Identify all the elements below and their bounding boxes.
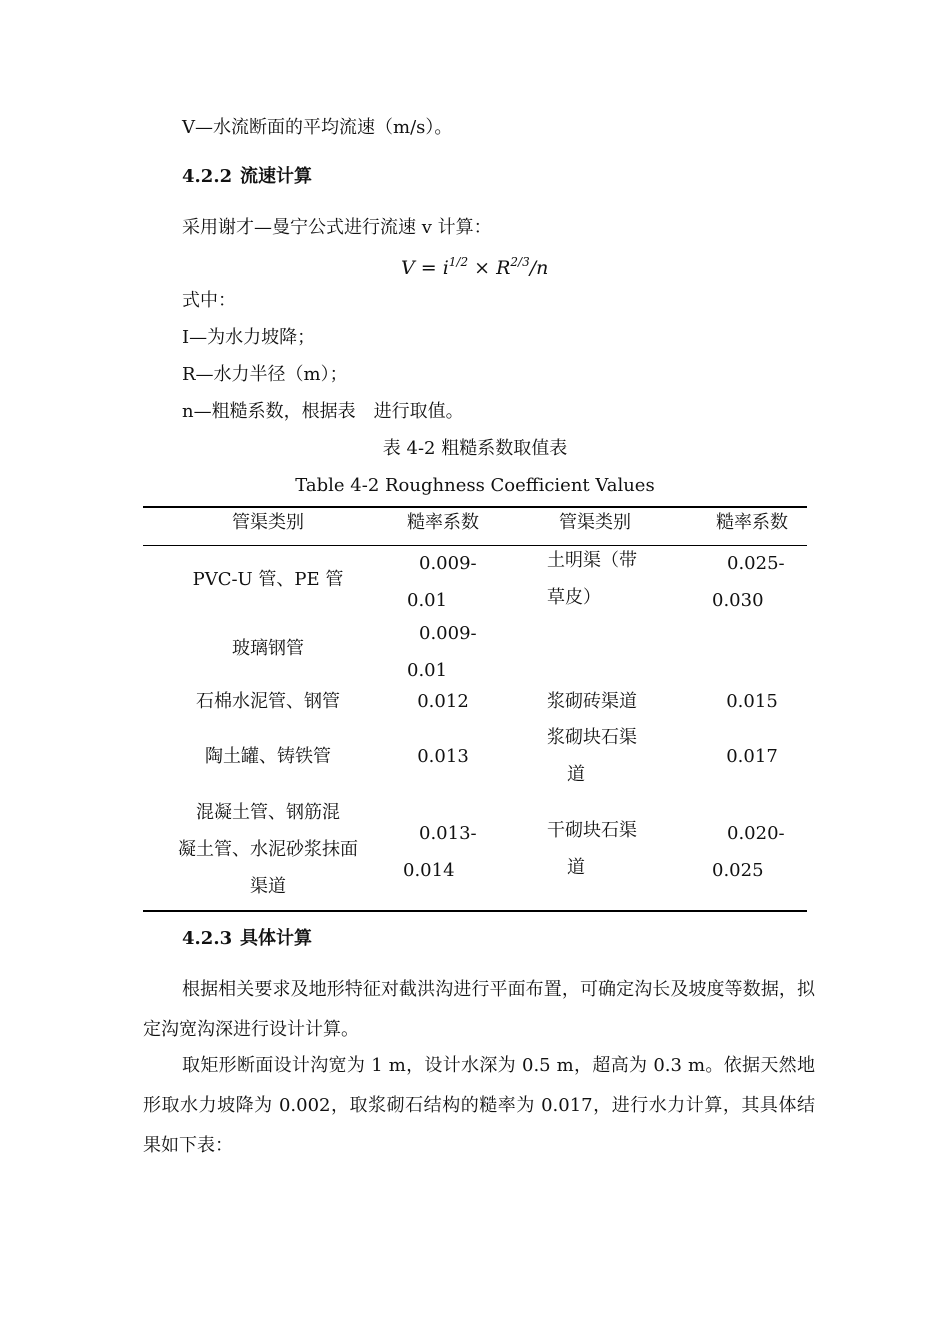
section-422-title: 流速计算 — [240, 166, 312, 187]
paragraph-layout: 根据相关要求及地形特征对截洪沟进行平面布置，可确定沟长及坡度等数据，拟定沟宽沟深进行设计计算。 — [143, 979, 815, 1040]
table-row-4-coef-1: 0.013 — [417, 746, 469, 767]
v-definition: V—水流断面的平均流速（m/s）。 — [182, 117, 453, 138]
table-caption-cn: 表 4-2 粗糙系数取值表 — [382, 438, 568, 459]
table-header-category-1: 管渠类别 — [232, 512, 304, 533]
table-row-1-category-1: PVC-U 管、PE 管 — [192, 569, 344, 590]
def-n: n—粗糙系数，根据表 进行取值。 — [182, 401, 464, 422]
table-row-4-category-2: 浆砌块石渠 道 — [547, 727, 637, 785]
where-label: 式中： — [182, 290, 236, 311]
formula-mid: × R — [468, 257, 511, 279]
method-sentence: 采用谢才—曼宁公式进行流速 v 计算： — [182, 217, 492, 238]
formula-exp-2: 2/3 — [510, 255, 530, 269]
table-row-4-category-1: 陶土罐、铸铁管 — [205, 746, 331, 767]
table-row-3-coef-1: 0.012 — [417, 691, 469, 712]
section-423-title: 具体计算 — [240, 928, 312, 949]
table-row-2-category-1: 玻璃钢管 — [232, 638, 304, 659]
def-r: R—水力半径（m）； — [182, 364, 348, 385]
table-row-1-category-2: 土明渠（带 草皮） — [547, 550, 637, 608]
formula-lhs: V = i — [401, 257, 449, 279]
table-row-5-category-2: 干砌块石渠 道 — [547, 820, 637, 878]
table-header-category-2: 管渠类别 — [559, 512, 631, 533]
def-i: I—为水力坡降； — [182, 327, 316, 348]
table-header-coef-1: 糙率系数 — [407, 512, 479, 533]
table-row-5-coef-2: 0.020- 0.025 — [712, 823, 785, 881]
table-row-3-coef-2: 0.015 — [726, 691, 778, 712]
section-423-number: 4.2.3 — [182, 928, 233, 949]
paragraph-design-calc: 取矩形断面设计沟宽为 1 m，设计水深为 0.5 m，超高为 0.3 m。依据天然地形取水力坡降为 0.002，取浆砌石结构的糙率为 0.017，进行水力计算，其具体结果如下表： — [143, 1055, 815, 1156]
table-bottom-rule — [143, 910, 807, 912]
table-header-coef-2: 糙率系数 — [716, 512, 788, 533]
table-row-5-coef-1: 0.013- 0.014 — [403, 823, 477, 881]
formula-rhs: /n — [529, 257, 549, 279]
table-row-5-category-1: 混凝土管、钢筋混 凝土管、水泥砂浆抹面 渠道 — [178, 802, 358, 897]
section-422-number: 4.2.2 — [182, 166, 233, 187]
table-row-1-coef-1: 0.009- 0.01 — [407, 553, 477, 611]
table-row-2-coef-1: 0.009- 0.01 — [407, 623, 477, 681]
table-row-3-category-2: 浆砌砖渠道 — [547, 691, 637, 712]
table-caption-en: Table 4-2 Roughness Coefficient Values — [295, 475, 655, 496]
table-row-1-coef-2: 0.025- 0.030 — [712, 553, 785, 611]
table-row-4-coef-2: 0.017 — [726, 746, 778, 767]
manning-formula — [401, 256, 548, 278]
table-row-3-category-1: 石棉水泥管、钢管 — [196, 691, 340, 712]
formula-exp-1: 1/2 — [448, 255, 469, 269]
